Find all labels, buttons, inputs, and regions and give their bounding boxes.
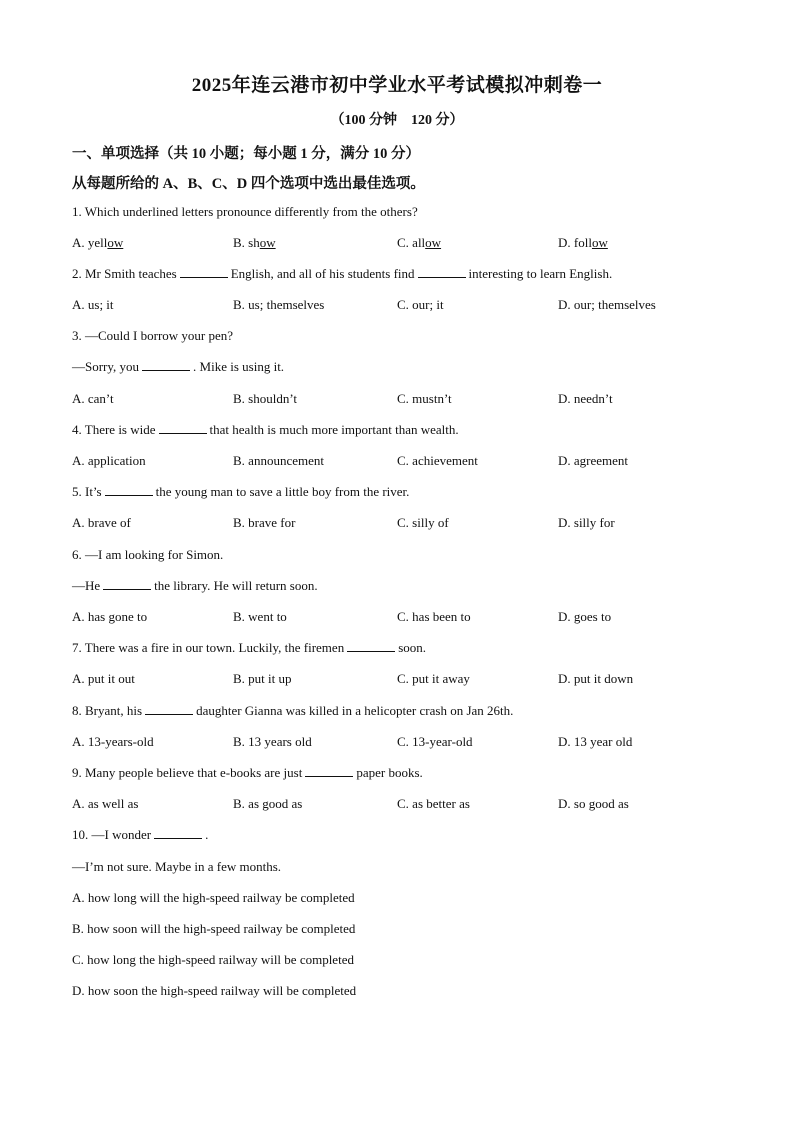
q6-reply-part1: —He <box>72 578 101 593</box>
q10-option-b[interactable]: B. how soon will the high-speed railway be completed <box>72 921 356 936</box>
section-heading: 一、单项选择（共 10 小题；每小题 1 分，满分 10 分） <box>72 146 420 162</box>
answer-blank <box>142 360 190 371</box>
q2-option-d[interactable]: D. our; themselves <box>558 297 656 312</box>
q5-option-c[interactable]: C. silly of <box>397 515 449 530</box>
question-6-reply <box>72 578 318 594</box>
q10-option-d[interactable]: D. how soon the high-speed railway will be completed <box>72 983 357 998</box>
q4-stem-part1: 4. There is wide <box>72 422 156 437</box>
answer-blank <box>103 579 151 590</box>
q7-option-d[interactable]: D. put it down <box>558 671 634 686</box>
answer-blank <box>180 267 228 278</box>
q3-option-b[interactable]: B. shouldn’t <box>233 391 298 406</box>
q9-option-c[interactable]: C. as better as <box>397 796 470 811</box>
q10-option-c[interactable]: C. how long the high-speed railway will be completed <box>72 952 354 967</box>
page-subtitle: （100 分钟 120 分） <box>330 113 464 128</box>
question-3-stem: 3. —Could I borrow your pen? <box>72 328 234 343</box>
q1-option-b-underlined: ow <box>259 235 276 250</box>
q9-stem-part2: paper books. <box>356 765 423 780</box>
q5-stem-part2: the young man to save a little boy from the river. <box>155 484 410 499</box>
q2-option-b[interactable]: B. us; themselves <box>233 297 325 312</box>
q8-option-d[interactable]: D. 13 year old <box>558 734 633 749</box>
question-1-stem: 1. Which underlined letters pronounce differently from the others? <box>72 204 418 219</box>
q4-option-c[interactable]: C. achievement <box>397 453 478 468</box>
q9-option-a[interactable]: A. as well as <box>72 796 139 811</box>
q4-option-a[interactable]: A. application <box>72 453 146 468</box>
q1-option-a-text: A. yell <box>72 235 108 250</box>
q5-option-d[interactable]: D. silly for <box>558 515 615 530</box>
q4-option-d[interactable]: D. agreement <box>558 453 629 468</box>
question-10-stem <box>72 827 208 843</box>
question-6-stem: 6. —I am looking for Simon. <box>72 547 224 562</box>
q1-option-c-text: C. all <box>397 235 426 250</box>
answer-blank <box>145 704 193 715</box>
q1-option-c[interactable] <box>397 235 441 251</box>
q1-option-a-underlined: ow <box>107 235 124 250</box>
q5-option-a[interactable]: A. brave of <box>72 515 131 530</box>
page-title: 2025年连云港市初中学业水平考试模拟冲刺卷一 <box>191 75 603 96</box>
q1-option-a[interactable] <box>72 235 123 251</box>
q3-reply-part1: —Sorry, you <box>72 359 140 374</box>
section-instruction: 从每题所给的 A、B、C、D 四个选项中选出最佳选项。 <box>72 176 425 192</box>
q1-option-d[interactable] <box>558 235 608 251</box>
q7-option-c[interactable]: C. put it away <box>397 671 470 686</box>
q8-stem-part2: daughter Gianna was killed in a helicopter crash on Jan 26th. <box>196 703 514 718</box>
q7-stem-part2: soon. <box>398 640 426 655</box>
q8-option-b[interactable]: B. 13 years old <box>233 734 312 749</box>
question-3-reply <box>72 359 284 375</box>
q10-stem-part1: 10. —I wonder <box>72 827 152 842</box>
answer-blank <box>154 828 202 839</box>
q1-option-b-text: B. sh <box>233 235 260 250</box>
answer-blank <box>418 267 466 278</box>
q8-option-c[interactable]: C. 13-year-old <box>397 734 473 749</box>
q2-option-c[interactable]: C. our; it <box>397 297 444 312</box>
q1-option-d-underlined: ow <box>591 235 608 250</box>
q2-stem-part1: 2. Mr Smith teaches <box>72 266 177 281</box>
q2-stem-part2: English, and all of his students find <box>230 266 415 281</box>
q7-option-a[interactable]: A. put it out <box>72 671 135 686</box>
q3-option-a[interactable]: A. can’t <box>72 391 114 406</box>
question-10-reply: —I’m not sure. Maybe in a few months. <box>72 859 282 874</box>
question-2-stem <box>72 266 612 282</box>
question-8-stem <box>72 703 513 719</box>
answer-blank <box>159 423 207 434</box>
q9-option-d[interactable]: D. so good as <box>558 796 629 811</box>
q10-stem-part2: . <box>205 827 209 842</box>
question-7-stem <box>72 640 426 656</box>
q3-option-d[interactable]: D. needn’t <box>558 391 613 406</box>
q1-option-c-underlined: ow <box>425 235 442 250</box>
q8-stem-part1: 8. Bryant, his <box>72 703 143 718</box>
q9-stem-part1: 9. Many people believe that e-books are just <box>72 765 303 780</box>
q10-option-a[interactable]: A. how long will the high-speed railway be completed <box>72 890 355 905</box>
q3-reply-part2: . Mike is using it. <box>193 359 285 374</box>
q5-option-b[interactable]: B. brave for <box>233 515 296 530</box>
q3-option-c[interactable]: C. mustn’t <box>397 391 452 406</box>
q2-stem-part3: interesting to learn English. <box>468 266 613 281</box>
q1-option-b[interactable] <box>233 235 276 251</box>
q1-option-d-text: D. foll <box>558 235 592 250</box>
question-4-stem <box>72 422 459 438</box>
answer-blank <box>305 766 353 777</box>
q2-option-a[interactable]: A. us; it <box>72 297 114 312</box>
q6-option-a[interactable]: A. has gone to <box>72 609 148 624</box>
q8-option-a[interactable]: A. 13-years-old <box>72 734 154 749</box>
q6-reply-part2: the library. He will return soon. <box>154 578 318 593</box>
q9-option-b[interactable]: B. as good as <box>233 796 303 811</box>
q5-stem-part1: 5. It’s <box>72 484 102 499</box>
q6-option-c[interactable]: C. has been to <box>397 609 471 624</box>
q7-stem-part1: 7. There was a fire in our town. Luckily, the firemen <box>72 640 345 655</box>
answer-blank <box>105 485 153 496</box>
q4-stem-part2: that health is much more important than wealth. <box>209 422 459 437</box>
q6-option-d[interactable]: D. goes to <box>558 609 612 624</box>
q4-option-b[interactable]: B. announcement <box>233 453 324 468</box>
question-9-stem <box>72 765 423 781</box>
q7-option-b[interactable]: B. put it up <box>233 671 292 686</box>
q6-option-b[interactable]: B. went to <box>233 609 287 624</box>
question-5-stem <box>72 484 409 500</box>
answer-blank <box>347 641 395 652</box>
